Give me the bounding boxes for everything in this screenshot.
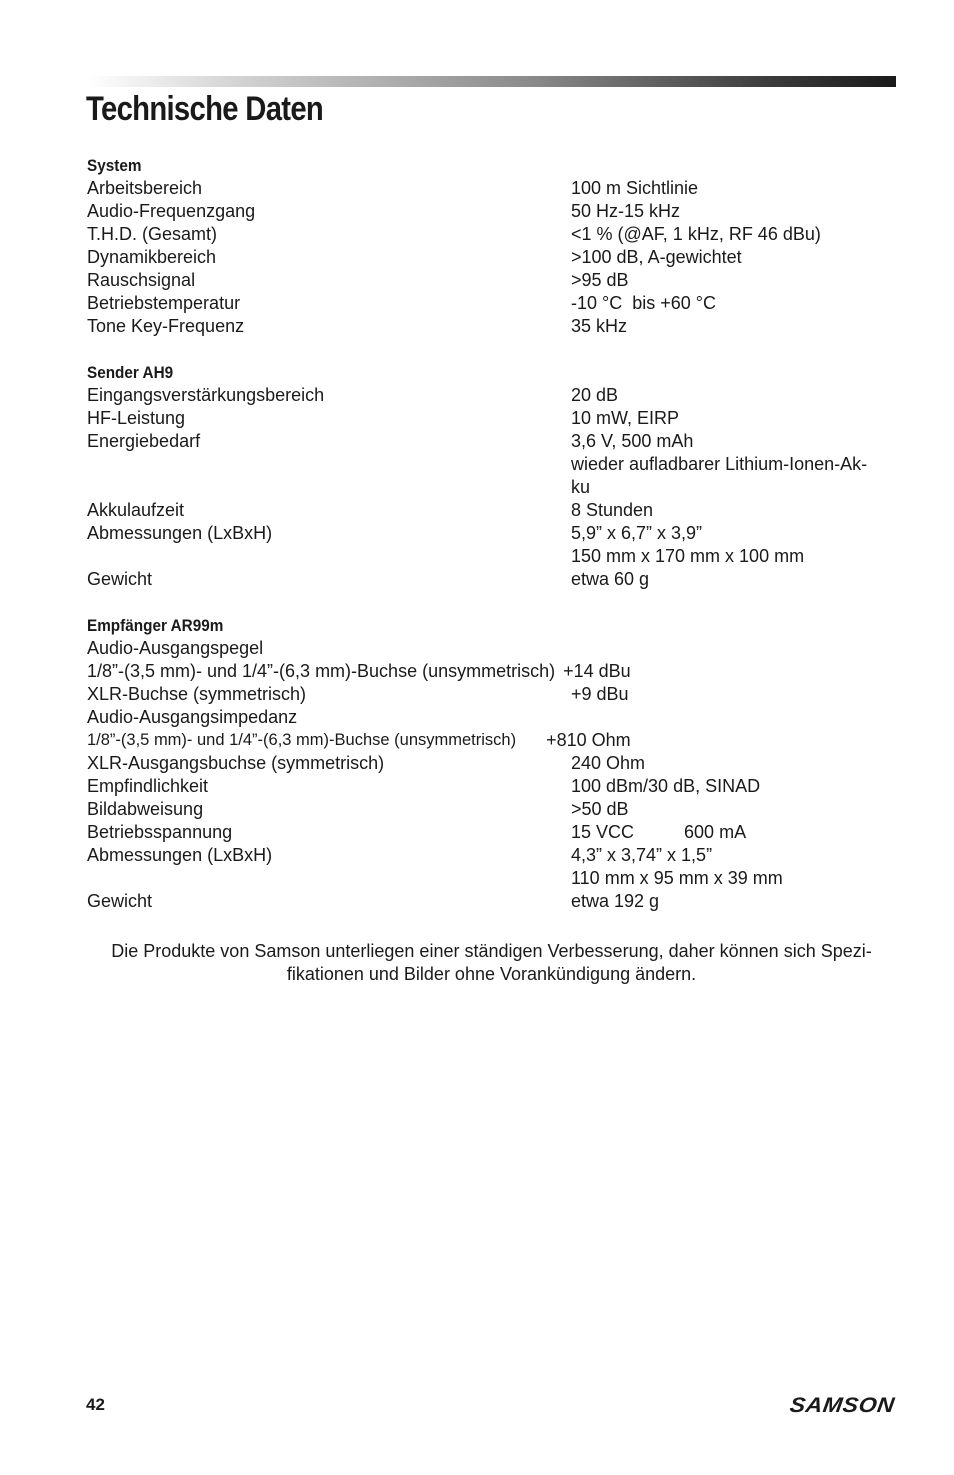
spec-label xyxy=(87,453,571,476)
spec-label: Eingangsverstärkungsbereich xyxy=(87,385,325,405)
spec-label: Tone Key-Frequenz xyxy=(87,316,245,336)
spec-value: etwa 192 g xyxy=(571,891,660,911)
spec-value: ku xyxy=(571,477,591,497)
spec-row xyxy=(87,867,896,890)
spec-row xyxy=(87,246,896,269)
spec-row xyxy=(87,223,896,246)
spec-value: +810 Ohm xyxy=(546,730,631,750)
spec-row xyxy=(87,844,896,867)
spec-row xyxy=(87,430,896,453)
spec-label: Audio-Frequenzgang xyxy=(87,201,256,221)
samson-logo: SAMSON xyxy=(788,1394,896,1417)
spec-row xyxy=(87,292,896,315)
spec-row xyxy=(87,476,896,499)
spec-row xyxy=(87,384,896,407)
spec-label: Dynamikbereich xyxy=(87,247,217,267)
spec-value: >100 dB, A-gewichtet xyxy=(571,247,742,267)
spec-label: Arbeitsbereich xyxy=(87,178,203,198)
spec-value: 5,9” x 6,7” x 3,9” xyxy=(571,523,703,543)
spec-row xyxy=(87,729,896,752)
spec-label: HF-Leistung xyxy=(87,408,186,428)
spec-value: 240 Ohm xyxy=(571,753,646,773)
header-gradient-bar xyxy=(87,76,896,87)
spec-row xyxy=(87,177,896,200)
section-system xyxy=(87,154,896,338)
spec-row xyxy=(87,775,896,798)
spec-label: Abmessungen (LxBxH) xyxy=(87,523,273,543)
spec-label: 1/8”-(3,5 mm)- und 1/4”-(6,3 mm)-Buchse (unsymmetrisch) xyxy=(87,661,556,681)
spec-row xyxy=(87,499,896,522)
spec-row xyxy=(87,545,896,568)
section-heading-sender: Sender AH9 xyxy=(87,363,174,382)
spec-content xyxy=(87,154,896,936)
page-number: 42 xyxy=(86,1395,105,1414)
spec-value: +9 dBu xyxy=(571,684,629,704)
spec-value: 8 Stunden xyxy=(571,500,654,520)
section-sender xyxy=(87,361,896,591)
spec-label: Gewicht xyxy=(87,569,153,589)
spec-label: Rauschsignal xyxy=(87,270,196,290)
spec-value: +14 dBu xyxy=(563,661,631,681)
spec-value: 20 dB xyxy=(571,385,619,405)
spec-value: 100 dBm/30 dB, SINAD xyxy=(571,776,761,796)
spec-row xyxy=(87,568,896,591)
spec-value: >50 dB xyxy=(571,799,629,819)
spec-label: XLR-Ausgangsbuchse (symmetrisch) xyxy=(87,753,385,773)
spec-value: 3,6 V, 500 mAh xyxy=(571,431,694,451)
spec-row xyxy=(87,637,896,660)
spec-label xyxy=(87,545,571,568)
spec-row xyxy=(87,706,896,729)
spec-value: 10 mW, EIRP xyxy=(571,408,680,428)
spec-row xyxy=(87,522,896,545)
spec-label: Abmessungen (LxBxH) xyxy=(87,845,273,865)
spec-label xyxy=(87,476,571,499)
spec-label: Energiebedarf xyxy=(87,431,201,451)
spec-label: Empfindlichkeit xyxy=(87,776,209,796)
spec-label: Gewicht xyxy=(87,891,153,911)
spec-row xyxy=(87,890,896,913)
disclaimer-notice: Die Produkte von Samson unterliegen einer ständigen Verbesserung, daher können sich Spezi-fikationen und Bilder ohne Vorankündigung ändern. xyxy=(111,941,872,984)
spec-label: Audio-Ausgangsimpedanz xyxy=(87,707,298,727)
spec-label: Betriebstemperatur xyxy=(87,293,241,313)
spec-value: -10 °C bis +60 °C xyxy=(571,293,716,313)
spec-value: etwa 60 g xyxy=(571,569,650,589)
spec-label: Akkulaufzeit xyxy=(87,500,185,520)
spec-row xyxy=(87,315,896,338)
spec-row xyxy=(87,683,896,706)
section-receiver xyxy=(87,614,896,913)
spec-row xyxy=(87,752,896,775)
spec-value: 15 VCC 600 mA xyxy=(571,822,747,842)
spec-label xyxy=(87,867,571,890)
spec-label: Audio-Ausgangspegel xyxy=(87,638,264,658)
spec-row xyxy=(87,200,896,223)
spec-row xyxy=(87,660,896,683)
spec-value: 35 kHz xyxy=(571,316,628,336)
spec-value: <1 % (@AF, 1 kHz, RF 46 dBu) xyxy=(571,224,821,244)
spec-label: 1/8”-(3,5 mm)- und 1/4”-(6,3 mm)-Buchse (unsymmetrisch) xyxy=(87,731,517,749)
spec-value: 4,3” x 3,74” x 1,5” xyxy=(571,845,713,865)
spec-value: >95 dB xyxy=(571,270,629,290)
spec-value: 100 m Sichtlinie xyxy=(571,178,699,198)
spec-row xyxy=(87,821,896,844)
spec-row xyxy=(87,798,896,821)
spec-row xyxy=(87,269,896,292)
section-heading-system: System xyxy=(87,156,142,175)
spec-row xyxy=(87,407,896,430)
page-title: Technische Daten xyxy=(86,90,324,128)
spec-label: Betriebsspannung xyxy=(87,822,233,842)
spec-label: XLR-Buchse (symmetrisch) xyxy=(87,684,307,704)
spec-row xyxy=(87,453,896,476)
spec-value: wieder aufladbarer Lithium-Ionen-Ak- xyxy=(571,454,868,474)
spec-label: T.H.D. (Gesamt) xyxy=(87,224,218,244)
spec-value: 50 Hz-15 kHz xyxy=(571,201,681,221)
spec-label: Bildabweisung xyxy=(87,799,204,819)
spec-value: 150 mm x 170 mm x 100 mm xyxy=(571,546,805,566)
spec-value: 110 mm x 95 mm x 39 mm xyxy=(571,868,783,888)
section-heading-receiver: Empfänger AR99m xyxy=(87,616,224,635)
spec-value xyxy=(571,637,896,660)
spec-value xyxy=(571,706,896,729)
